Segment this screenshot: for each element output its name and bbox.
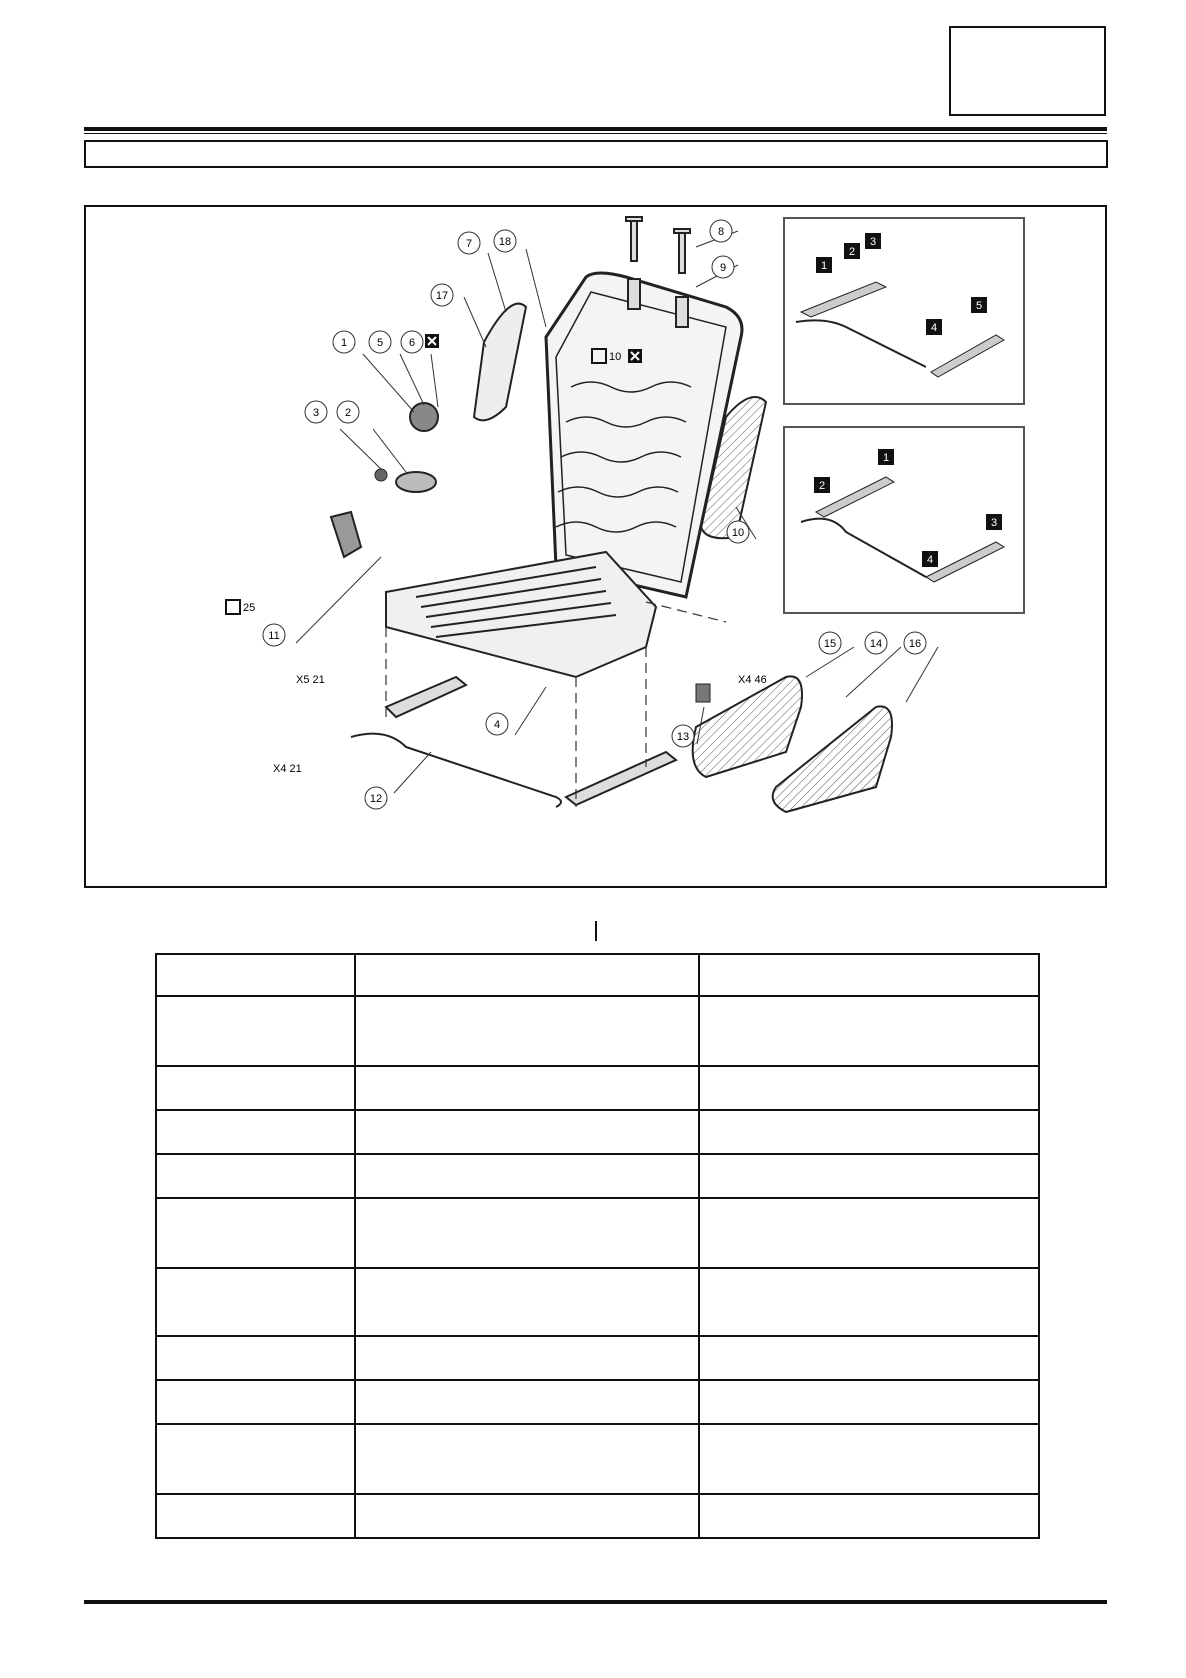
table-row <box>156 1154 1039 1198</box>
callout-8: 8 <box>717 226 725 238</box>
table-cell <box>355 1268 699 1336</box>
table-row <box>156 1336 1039 1380</box>
table-row <box>156 1198 1039 1268</box>
table-cell <box>699 1380 1039 1424</box>
table-cell <box>156 1268 355 1336</box>
table-row <box>156 1380 1039 1424</box>
table-cell <box>699 1336 1039 1380</box>
header-rule-thin <box>84 133 1107 134</box>
table-cell <box>355 1198 699 1268</box>
callout-5: 5 <box>376 337 384 349</box>
parts-table <box>155 953 1040 1539</box>
seat-back-frame <box>546 273 745 597</box>
table-cell <box>699 1066 1039 1110</box>
inset-bottom-label-4: 4 <box>926 554 934 566</box>
table-cell <box>699 996 1039 1066</box>
inset-top <box>784 218 1024 404</box>
table-cell <box>355 1424 699 1494</box>
table-row <box>156 1066 1039 1110</box>
table-cell <box>355 1110 699 1154</box>
table-row <box>156 1424 1039 1494</box>
inset-bottom-label-2: 2 <box>818 480 826 492</box>
replace-icon <box>425 334 439 348</box>
table-cell <box>355 1494 699 1538</box>
callout-10: 10 <box>731 527 745 539</box>
recliner-pin <box>375 469 387 481</box>
header-rule <box>84 127 1107 131</box>
table-cell <box>355 996 699 1066</box>
table-cell <box>156 1424 355 1494</box>
footer-rule <box>84 1600 1107 1604</box>
side-cover-left <box>474 304 526 421</box>
table-cell <box>355 954 699 996</box>
inset-bottom-label-1: 1 <box>882 452 890 464</box>
torque-label-x4-46: X4 46 <box>738 674 767 686</box>
torque-label-10: 10 <box>609 351 622 363</box>
table-cell <box>156 954 355 996</box>
table-cell <box>699 954 1039 996</box>
diagram-svg <box>86 207 1105 886</box>
inset-top-label-4: 4 <box>930 322 938 334</box>
torque-label-25: 25 <box>243 602 256 614</box>
table-cell <box>355 1380 699 1424</box>
seat-exploded-diagram <box>84 205 1107 888</box>
table-cell <box>156 1066 355 1110</box>
callout-4: 4 <box>493 719 501 731</box>
table-cell <box>156 996 355 1066</box>
torque-label-x5-21: X5 21 <box>296 674 325 686</box>
callout-18: 18 <box>498 236 512 248</box>
inset-top-label-1: 1 <box>820 260 828 272</box>
table-cell <box>699 1154 1039 1198</box>
table-cell <box>699 1494 1039 1538</box>
callout-6: 6 <box>408 337 416 349</box>
inset-bottom-label-3: 3 <box>990 517 998 529</box>
seat-rails <box>351 677 676 807</box>
table-cell <box>156 1380 355 1424</box>
callout-16: 16 <box>908 638 922 650</box>
table-cell <box>699 1424 1039 1494</box>
table-cell <box>156 1198 355 1268</box>
table-cell <box>156 1494 355 1538</box>
callout-7: 7 <box>465 238 473 250</box>
seat-base <box>386 552 656 677</box>
callout-17: 17 <box>435 290 449 302</box>
callout-2: 2 <box>344 407 352 419</box>
callout-13: 13 <box>676 731 690 743</box>
table-row <box>156 1110 1039 1154</box>
trim-knob <box>696 684 710 702</box>
table-cell <box>156 1110 355 1154</box>
title-bar <box>84 140 1108 168</box>
replace-icon <box>628 349 642 363</box>
callout-1: 1 <box>340 337 348 349</box>
table-row <box>156 996 1039 1066</box>
inset-top-label-5: 5 <box>975 300 983 312</box>
page-section-box <box>949 26 1106 116</box>
table-cell <box>156 1336 355 1380</box>
table-row <box>156 954 1039 996</box>
table-cell <box>699 1198 1039 1268</box>
callout-9: 9 <box>719 262 727 274</box>
table-row <box>156 1268 1039 1336</box>
table-cell <box>699 1268 1039 1336</box>
belt-buckle <box>331 512 361 557</box>
inset-top-label-2: 2 <box>848 246 856 258</box>
torque-label-x4-21: X4 21 <box>273 763 302 775</box>
table-row <box>156 1494 1039 1538</box>
caption-mark <box>595 921 597 941</box>
callout-11: 11 <box>268 630 280 642</box>
recliner-disc <box>410 403 438 431</box>
table-cell <box>355 1066 699 1110</box>
callout-15: 15 <box>823 638 837 650</box>
callout-12: 12 <box>369 793 383 805</box>
table-cell <box>355 1154 699 1198</box>
callout-3: 3 <box>312 407 320 419</box>
table-cell <box>355 1336 699 1380</box>
table-cell <box>156 1154 355 1198</box>
recliner-knob <box>396 472 436 492</box>
inset-bottom <box>784 427 1024 613</box>
inset-top-label-3: 3 <box>869 236 877 248</box>
torque-icon <box>226 600 240 614</box>
callout-14: 14 <box>869 638 883 650</box>
table-cell <box>699 1110 1039 1154</box>
